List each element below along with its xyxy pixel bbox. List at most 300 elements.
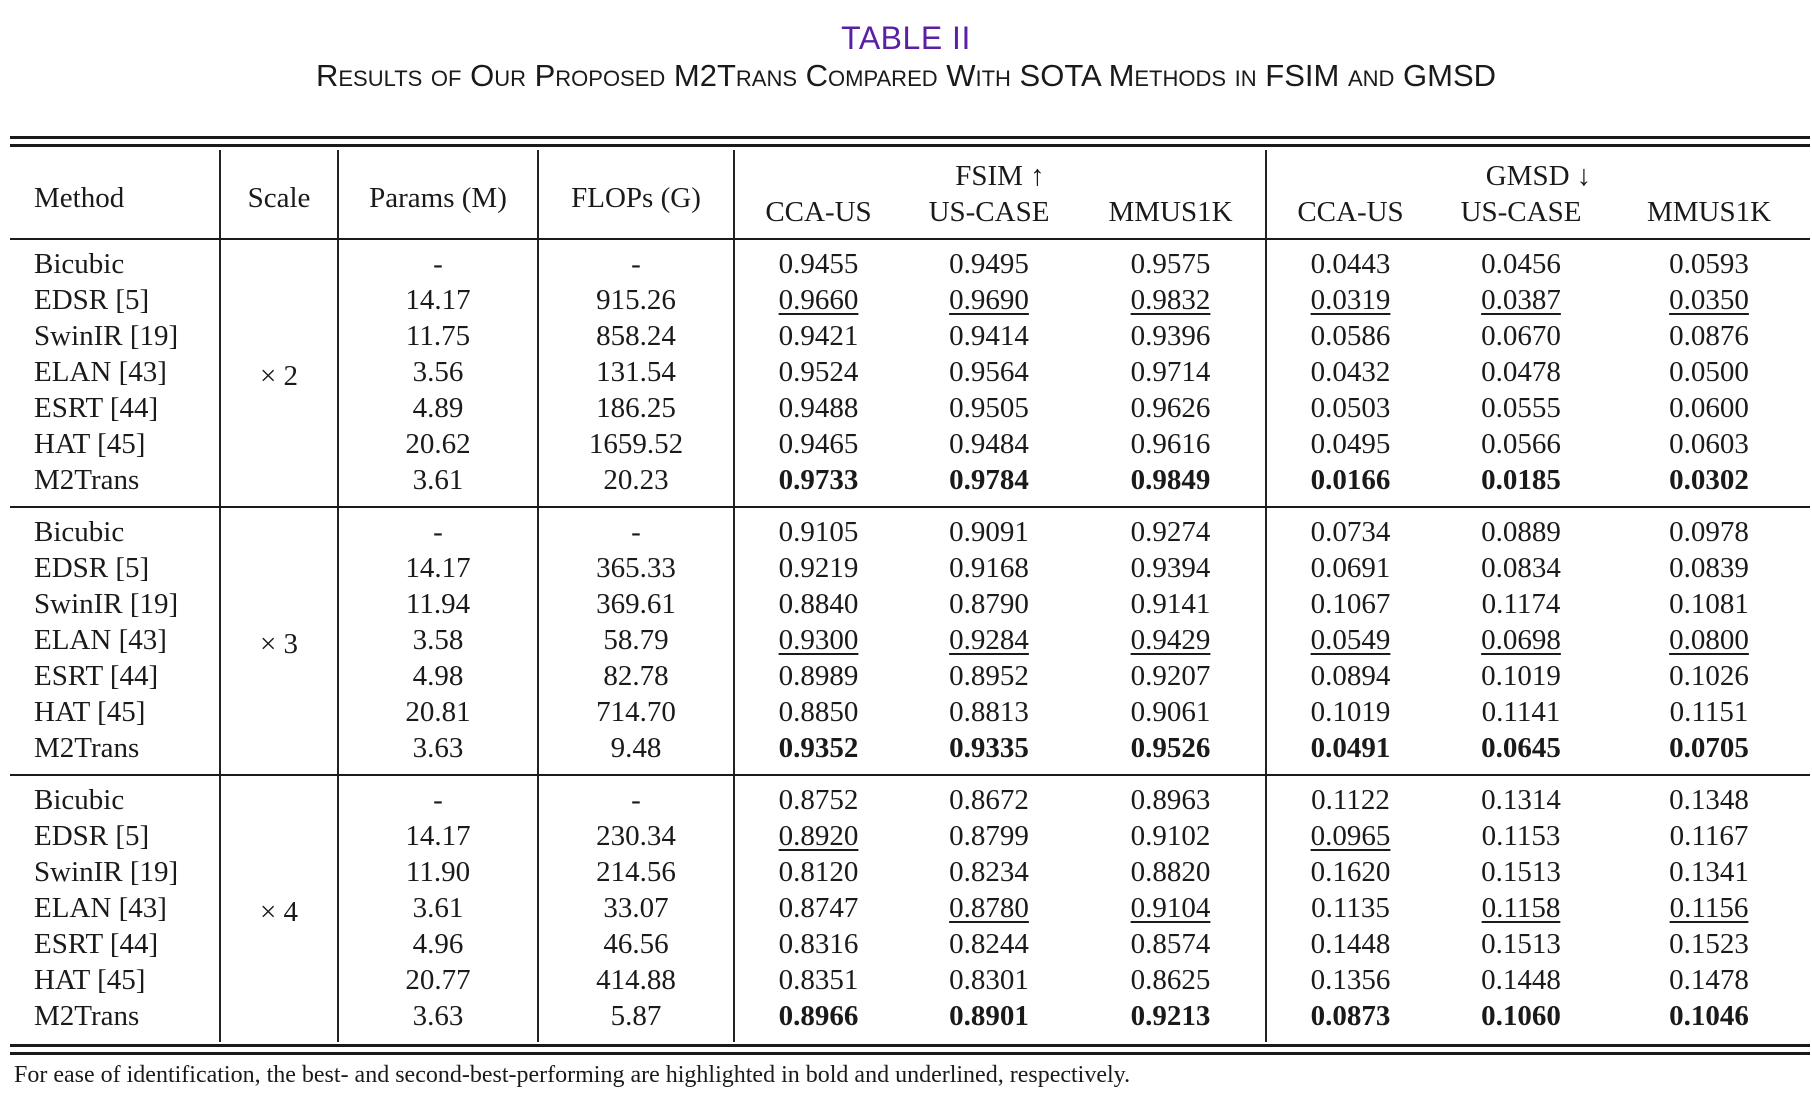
metric-value: 0.1513: [1481, 856, 1561, 888]
metric-value: 0.9784: [949, 464, 1029, 496]
metric-value: 0.9300: [778, 624, 859, 656]
metric-cell: [1266, 462, 1434, 506]
params-cell: 3.61: [338, 462, 538, 506]
metric-cell: [734, 658, 902, 694]
params-cell: 14.17: [338, 818, 538, 854]
metric-cell: [1434, 318, 1608, 354]
metric-value: 0.1135: [1311, 892, 1390, 924]
metric-cell: [1076, 926, 1266, 962]
metric-cell: [1076, 390, 1266, 426]
metric-cell: [1076, 998, 1266, 1042]
metric-value: 0.1356: [1310, 964, 1391, 996]
metric-value: 0.0698: [1481, 624, 1561, 656]
header-scale: Scale: [220, 150, 338, 238]
metric-cell: [1266, 238, 1434, 282]
metric-cell: [1266, 506, 1434, 550]
metric-cell: [1608, 730, 1810, 774]
metric-value: 0.0834: [1481, 552, 1561, 584]
metric-cell: [1266, 926, 1434, 962]
flops-cell: 230.34: [538, 818, 734, 854]
metric-cell: [1434, 506, 1608, 550]
metric-value: 0.8966: [778, 1000, 859, 1032]
metric-value: 0.0185: [1481, 464, 1561, 496]
method-cell: M2Trans: [34, 732, 140, 764]
metric-cell: [1608, 462, 1810, 506]
metric-cell: [1608, 774, 1810, 818]
metric-value: 0.0166: [1310, 464, 1391, 496]
metric-value: 0.0555: [1481, 392, 1561, 424]
metric-value: 0.9465: [778, 428, 859, 460]
metric-value: 0.1153: [1481, 820, 1561, 852]
metric-value: 0.9564: [949, 356, 1029, 388]
metric-value: 0.9335: [949, 732, 1029, 764]
table-footnote: For ease of identification, the best- and second-best-performing are highlighted in bold and underlined, respectively.: [14, 1062, 1131, 1088]
header-dataset: CCA-US: [1266, 194, 1434, 238]
metric-cell: [1434, 998, 1608, 1042]
flops-cell: 58.79: [538, 622, 734, 658]
metric-cell: [1266, 998, 1434, 1042]
params-cell: 11.94: [338, 586, 538, 622]
metric-value: 0.8752: [778, 784, 859, 816]
metric-cell: [1434, 354, 1608, 390]
metric-cell: [1076, 658, 1266, 694]
metric-cell: [734, 854, 902, 890]
metric-value: 0.8301: [949, 964, 1029, 996]
metric-value: 0.0503: [1310, 392, 1391, 424]
metric-value: 0.9207: [1130, 660, 1211, 692]
metric-value: 0.9488: [778, 392, 859, 424]
metric-value: 0.1448: [1481, 964, 1561, 996]
metric-value: 0.1478: [1669, 964, 1749, 996]
flops-cell: 214.56: [538, 854, 734, 890]
metric-cell: [1608, 318, 1810, 354]
metric-value: 0.9284: [949, 624, 1029, 656]
metric-cell: [1434, 854, 1608, 890]
metric-value: 0.9396: [1130, 320, 1211, 352]
metric-cell: [734, 586, 902, 622]
metric-cell: [902, 890, 1076, 926]
metric-value: 0.9061: [1130, 696, 1211, 728]
metric-cell: [734, 426, 902, 462]
header-method: Method: [34, 182, 125, 214]
metric-cell: [734, 926, 902, 962]
metric-cell: [1076, 890, 1266, 926]
scale-cell: × 4: [220, 774, 338, 1042]
metric-value: 0.0670: [1481, 320, 1561, 352]
metric-value: 0.0549: [1310, 624, 1391, 656]
metric-cell: [1266, 550, 1434, 586]
metric-value: 0.0491: [1310, 732, 1391, 764]
results-table: [10, 150, 1810, 1042]
metric-cell: [1434, 586, 1608, 622]
metric-cell: [902, 586, 1076, 622]
header-dataset: MMUS1K: [1108, 196, 1233, 228]
metric-value: 0.9626: [1130, 392, 1211, 424]
params-cell: 3.63: [338, 730, 538, 774]
metric-value: 0.0319: [1310, 284, 1391, 316]
metric-cell: [902, 774, 1076, 818]
method-cell: M2Trans: [34, 464, 140, 496]
metric-cell: [1076, 818, 1266, 854]
metric-value: 0.0705: [1669, 732, 1749, 764]
metric-cell: [902, 238, 1076, 282]
flops-cell: 915.26: [538, 282, 734, 318]
metric-cell: [1266, 774, 1434, 818]
metric-cell: [734, 462, 902, 506]
metric-value: 0.1081: [1669, 588, 1749, 620]
metric-value: 0.0443: [1310, 248, 1391, 280]
metric-cell: [1266, 586, 1434, 622]
metric-cell: [1608, 586, 1810, 622]
params-cell: -: [338, 238, 538, 282]
metric-cell: [902, 550, 1076, 586]
metric-value: 0.1060: [1481, 1000, 1561, 1032]
metric-cell: [1266, 730, 1434, 774]
metric-cell: [1266, 390, 1434, 426]
method-cell: ESRT [44]: [34, 660, 159, 692]
metric-cell: [1608, 390, 1810, 426]
metric-value: 0.1151: [1669, 696, 1749, 728]
metric-value: 0.8850: [778, 696, 859, 728]
metric-value: 0.0432: [1310, 356, 1391, 388]
metric-cell: [1434, 962, 1608, 998]
metric-cell: [734, 238, 902, 282]
metric-cell: [1076, 318, 1266, 354]
metric-cell: [1608, 622, 1810, 658]
header-fsim: FSIM ↑: [734, 150, 1266, 194]
metric-cell: [1266, 890, 1434, 926]
metric-cell: [1076, 550, 1266, 586]
metric-cell: [1608, 926, 1810, 962]
params-cell: 14.17: [338, 550, 538, 586]
metric-value: 0.9505: [949, 392, 1029, 424]
metric-cell: [1608, 550, 1810, 586]
metric-cell: [734, 962, 902, 998]
method-cell: ESRT [44]: [34, 392, 159, 424]
method-cell: ELAN [43]: [34, 356, 167, 388]
metric-value: 0.0456: [1481, 248, 1561, 280]
method-cell: EDSR [5]: [34, 820, 150, 852]
params-cell: 11.75: [338, 318, 538, 354]
metric-cell: [1608, 818, 1810, 854]
metric-cell: [1076, 462, 1266, 506]
metric-cell: [1076, 282, 1266, 318]
metric-value: 0.9690: [949, 284, 1029, 316]
metric-value: 0.0593: [1669, 248, 1749, 280]
method-cell: M2Trans: [34, 1000, 140, 1032]
header-dataset: US-CASE: [928, 196, 1050, 228]
flops-cell: 9.48: [538, 730, 734, 774]
metric-value: 0.8351: [778, 964, 859, 996]
metric-value: 0.9526: [1130, 732, 1211, 764]
metric-value: 0.0600: [1669, 392, 1749, 424]
metric-cell: [1434, 390, 1608, 426]
metric-cell: [734, 354, 902, 390]
metric-value: 0.9429: [1130, 624, 1211, 656]
header-dataset: MMUS1K: [1646, 196, 1772, 228]
metric-value: 0.8901: [949, 1000, 1029, 1032]
table-row: [10, 506, 1810, 550]
params-cell: 11.90: [338, 854, 538, 890]
metric-value: 0.0894: [1310, 660, 1391, 692]
metric-value: 0.9660: [778, 284, 859, 316]
metric-value: 0.0734: [1310, 516, 1391, 548]
method-cell: HAT [45]: [34, 428, 146, 460]
metric-value: 0.9495: [949, 248, 1029, 280]
metric-cell: [1434, 926, 1608, 962]
table-label: TABLE II: [841, 20, 971, 56]
metric-cell: [1608, 354, 1810, 390]
metric-cell: [1434, 694, 1608, 730]
metric-cell: [902, 426, 1076, 462]
metric-value: 0.0478: [1481, 356, 1561, 388]
metric-cell: [1608, 694, 1810, 730]
metric-value: 0.1167: [1669, 820, 1749, 852]
metric-cell: [902, 658, 1076, 694]
metric-cell: [1434, 890, 1608, 926]
top-rule-second: [10, 144, 1810, 147]
metric-cell: [1608, 890, 1810, 926]
metric-cell: [1434, 282, 1608, 318]
metric-cell: [1266, 282, 1434, 318]
metric-value: 0.1341: [1669, 856, 1749, 888]
metric-cell: [1434, 238, 1608, 282]
metric-value: 0.9421: [778, 320, 859, 352]
metric-cell: [1434, 818, 1608, 854]
metric-value: 0.9832: [1130, 284, 1211, 316]
metric-cell: [1266, 622, 1434, 658]
metric-value: 0.0839: [1669, 552, 1749, 584]
metric-cell: [902, 282, 1076, 318]
metric-cell: [1076, 854, 1266, 890]
metric-value: 0.8813: [949, 696, 1029, 728]
metric-cell: [1608, 506, 1810, 550]
method-cell: ELAN [43]: [34, 892, 167, 924]
metric-value: 0.8820: [1130, 856, 1211, 888]
metric-value: 0.0603: [1669, 428, 1749, 460]
table-row: [10, 774, 1810, 818]
metric-value: 0.1448: [1310, 928, 1391, 960]
metric-value: 0.9102: [1130, 820, 1211, 852]
metric-cell: [1434, 658, 1608, 694]
metric-cell: [734, 730, 902, 774]
params-cell: 4.98: [338, 658, 538, 694]
params-cell: 3.58: [338, 622, 538, 658]
params-cell: 3.56: [338, 354, 538, 390]
params-cell: -: [338, 774, 538, 818]
metric-cell: [734, 318, 902, 354]
metric-cell: [1076, 774, 1266, 818]
metric-value: 0.0350: [1669, 284, 1749, 316]
metric-cell: [1266, 354, 1434, 390]
metric-value: 0.0645: [1481, 732, 1561, 764]
header-gmsd: GMSD ↓: [1266, 150, 1810, 194]
metric-cell: [902, 926, 1076, 962]
metric-value: 0.8120: [778, 856, 859, 888]
metric-value: 0.0873: [1310, 1000, 1391, 1032]
flops-cell: -: [538, 506, 734, 550]
metric-value: 0.8840: [778, 588, 859, 620]
metric-value: 0.1156: [1669, 892, 1749, 924]
metric-cell: [734, 390, 902, 426]
metric-cell: [902, 390, 1076, 426]
flops-cell: 20.23: [538, 462, 734, 506]
flops-cell: 46.56: [538, 926, 734, 962]
method-cell: Bicubic: [34, 248, 125, 280]
metric-value: 0.9105: [778, 516, 859, 548]
metric-cell: [1076, 962, 1266, 998]
metric-cell: [734, 506, 902, 550]
metric-value: 0.8672: [949, 784, 1029, 816]
metric-value: 0.1046: [1669, 1000, 1749, 1032]
method-cell: Bicubic: [34, 516, 125, 548]
metric-value: 0.9213: [1130, 1000, 1211, 1032]
metric-value: 0.0387: [1481, 284, 1561, 316]
group-rule: [10, 774, 1810, 776]
metric-value: 0.9104: [1130, 892, 1211, 924]
flops-cell: 414.88: [538, 962, 734, 998]
metric-cell: [734, 774, 902, 818]
metric-cell: [902, 730, 1076, 774]
flops-cell: 369.61: [538, 586, 734, 622]
metric-cell: [1266, 818, 1434, 854]
metric-value: 0.9091: [949, 516, 1029, 548]
metric-cell: [1608, 426, 1810, 462]
metric-cell: [1266, 962, 1434, 998]
header-flops: FLOPs (G): [538, 150, 734, 238]
bottom-rule: [10, 1044, 1810, 1047]
metric-cell: [1076, 586, 1266, 622]
flops-cell: 714.70: [538, 694, 734, 730]
metric-value: 0.9414: [949, 320, 1029, 352]
metric-value: 0.8316: [778, 928, 859, 960]
metric-value: 0.9274: [1130, 516, 1211, 548]
method-cell: HAT [45]: [34, 964, 146, 996]
metric-value: 0.8790: [949, 588, 1029, 620]
metric-cell: [1076, 730, 1266, 774]
metric-cell: [902, 354, 1076, 390]
flops-cell: 186.25: [538, 390, 734, 426]
params-cell: 4.89: [338, 390, 538, 426]
metric-value: 0.9394: [1130, 552, 1211, 584]
metric-cell: [902, 998, 1076, 1042]
metric-value: 0.0691: [1310, 552, 1391, 584]
metric-cell: [1434, 550, 1608, 586]
metric-value: 0.8780: [949, 892, 1029, 924]
bottom-rule-second: [10, 1052, 1810, 1055]
header-params: Params (M): [338, 150, 538, 238]
metric-value: 0.9733: [778, 464, 859, 496]
metric-value: 0.8234: [949, 856, 1029, 888]
metric-cell: [1266, 658, 1434, 694]
metric-value: 0.0978: [1669, 516, 1749, 548]
metric-cell: [734, 818, 902, 854]
metric-cell: [1266, 854, 1434, 890]
metric-cell: [734, 890, 902, 926]
metric-cell: [734, 694, 902, 730]
metric-value: 0.8920: [778, 820, 859, 852]
flops-cell: -: [538, 238, 734, 282]
metric-value: 0.9141: [1130, 588, 1211, 620]
params-cell: 20.81: [338, 694, 538, 730]
metric-cell: [902, 506, 1076, 550]
metric-cell: [1266, 426, 1434, 462]
metric-value: 0.1158: [1481, 892, 1561, 924]
metric-value: 0.1122: [1311, 784, 1390, 816]
metric-value: 0.1314: [1481, 784, 1561, 816]
metric-value: 0.8799: [949, 820, 1029, 852]
metric-value: 0.8963: [1130, 784, 1211, 816]
metric-value: 0.8574: [1130, 928, 1211, 960]
metric-cell: [902, 818, 1076, 854]
scale-group: [10, 774, 1810, 1042]
metric-value: 0.0302: [1669, 464, 1749, 496]
metric-value: 0.8989: [778, 660, 859, 692]
metric-cell: [1608, 854, 1810, 890]
top-rule: [10, 136, 1810, 139]
metric-cell: [734, 622, 902, 658]
metric-value: 0.1019: [1310, 696, 1391, 728]
metric-cell: [1434, 774, 1608, 818]
metric-value: 0.0889: [1481, 516, 1561, 548]
params-cell: 20.62: [338, 426, 538, 462]
table-row: [10, 238, 1810, 282]
header-dataset: US-CASE: [1460, 196, 1582, 228]
scale-group: [10, 506, 1810, 774]
metric-cell: [1266, 318, 1434, 354]
flops-cell: 365.33: [538, 550, 734, 586]
metric-value: 0.1620: [1310, 856, 1391, 888]
params-cell: 3.63: [338, 998, 538, 1042]
metric-value: 0.8747: [778, 892, 859, 924]
metric-cell: [1608, 658, 1810, 694]
params-cell: 3.61: [338, 890, 538, 926]
metric-value: 0.9524: [778, 356, 859, 388]
metric-cell: [1434, 462, 1608, 506]
metric-cell: [1434, 730, 1608, 774]
flops-cell: 131.54: [538, 354, 734, 390]
metric-cell: [1608, 238, 1810, 282]
metric-value: 0.0876: [1669, 320, 1749, 352]
metric-value: 0.8952: [949, 660, 1029, 692]
group-rule: [10, 506, 1810, 508]
metric-cell: [1076, 506, 1266, 550]
metric-cell: [1076, 426, 1266, 462]
metric-cell: [734, 282, 902, 318]
header-dataset: CCA-US: [734, 194, 902, 238]
scale-cell: × 3: [220, 506, 338, 774]
metric-cell: [1608, 282, 1810, 318]
metric-value: 0.9352: [778, 732, 859, 764]
metric-cell: [902, 622, 1076, 658]
metric-value: 0.9616: [1130, 428, 1211, 460]
metric-cell: [1608, 998, 1810, 1042]
flops-cell: 1659.52: [538, 426, 734, 462]
scale-cell: × 2: [220, 238, 338, 506]
metric-cell: [1076, 238, 1266, 282]
metric-cell: [902, 854, 1076, 890]
metric-cell: [1076, 622, 1266, 658]
metric-cell: [1266, 694, 1434, 730]
metric-value: 0.9575: [1130, 248, 1211, 280]
params-cell: 20.77: [338, 962, 538, 998]
scale-group: [10, 238, 1810, 506]
metric-value: 0.8625: [1130, 964, 1211, 996]
metric-value: 0.0800: [1669, 624, 1749, 656]
metric-cell: [1076, 694, 1266, 730]
method-cell: EDSR [5]: [34, 552, 150, 584]
metric-cell: [1608, 962, 1810, 998]
